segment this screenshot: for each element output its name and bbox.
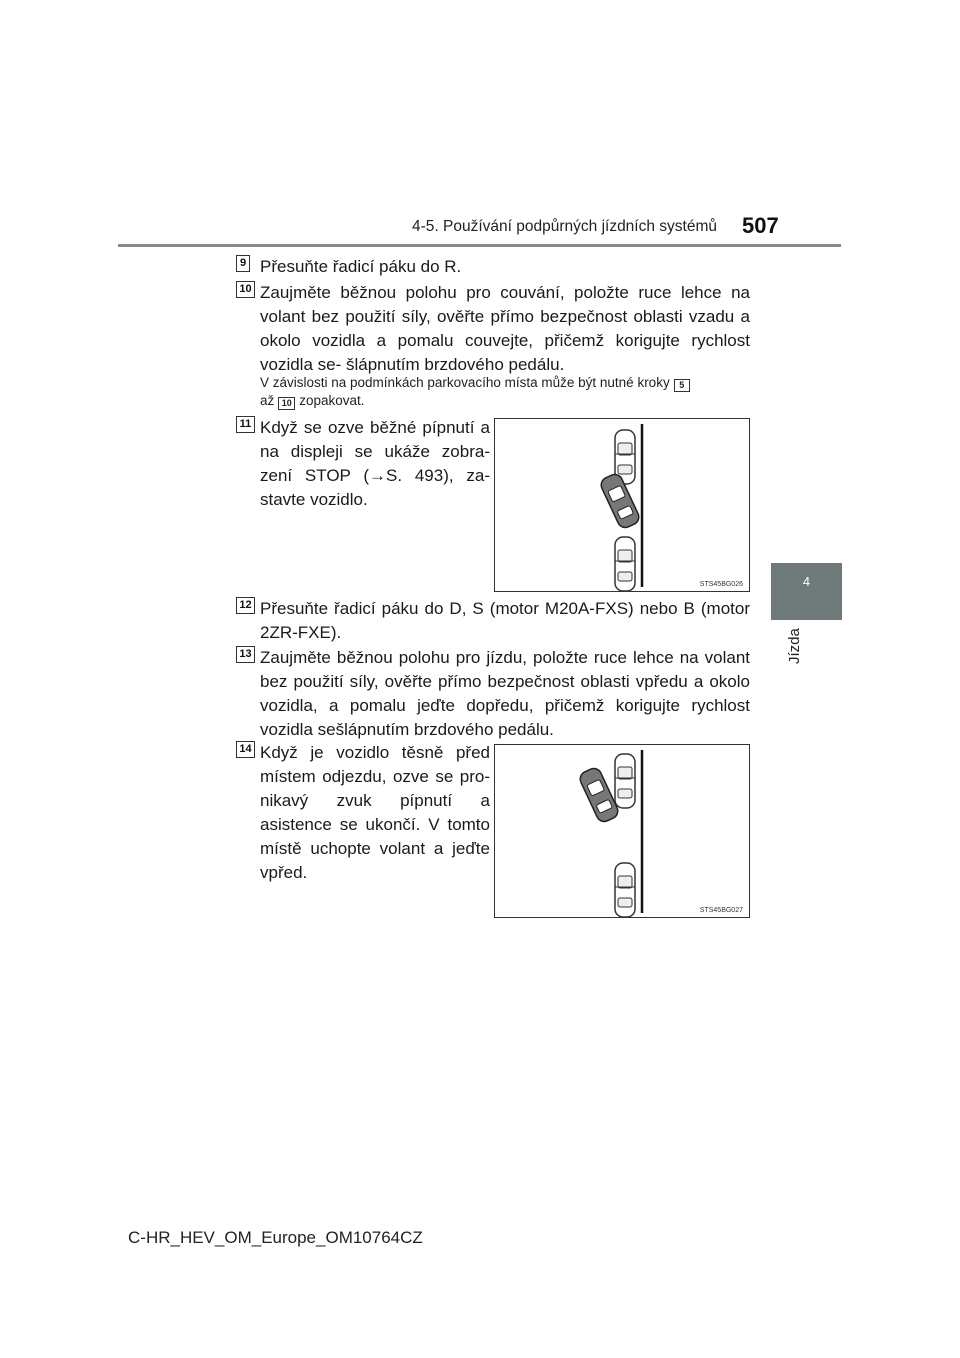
step-10-text: Zaujměte běžnou polohu pro couvání, položte ruce lehce na volant bez použití síly, ověřte přímo bezpečnost oblasti vzadu a okolo vozidla a pomalu couvejte, přičemž korigujte rychlost vozidla se- šlápnutím brzdového pedálu. [260,283,750,374]
step-badge-13: 13 [236,646,255,663]
parked-car-front-icon [615,754,635,808]
step-13-text: Zaujměte běžnou polohu pro jízdu, položte ruce lehce na volant bez použití síly, ověřte přímo bezpečnost oblasti vpředu a okolo vozidla, a pomalu jeďte dopředu, přičemž korigujte rychlost vozidla sešlápnutím brzdového pedálu. [260,648,750,739]
step-14-text: Když je vozidlo těsně před místem odjezdu, ozve se pro- nikavý zvuk pípnutí a asistence se ukončí. V tomto místě uchopte volant a jeďte vpřed. [260,743,490,882]
step-12-text: Přesuňte řadicí páku do D, S (motor M20A-FXS) nebo B (motor 2ZR-FXE). [260,599,750,642]
repeat-steps-note [260,374,750,410]
parked-car-rear-icon [615,863,635,917]
header-divider [118,244,841,247]
chapter-tab [771,563,842,620]
chapter-number: 4 [802,574,811,589]
figure-code-1: STS45BG026 [699,581,743,588]
document-id: C-HR_HEV_OM_Europe_OM10764CZ [128,1228,423,1247]
step-badge-10: 10 [236,281,255,298]
note-part-3: zopakovat. [299,393,365,408]
note-part-1: V závislosti na podmínkách parkovacího místa může být nutné kroky [260,375,670,390]
parking-diagram-2 [495,745,749,917]
section-title: 4-5. Používání podpůrných jízdních systémů [412,218,717,235]
page-number: 507 [742,213,779,238]
note-badge-5: 5 [674,379,690,392]
step-badge-11: 11 [236,416,255,433]
parking-figure-reverse [494,418,750,592]
step-9-text: Přesuňte řadicí páku do R. [260,257,462,276]
step-badge-9: 9 [236,255,250,272]
chapter-label: Jízda [786,628,803,664]
parking-diagram-1 [495,419,749,591]
maneuvering-car-icon [599,472,642,530]
figure-code-2: STS45BG027 [699,907,743,914]
note-badge-10: 10 [278,397,295,410]
step-badge-14: 14 [236,741,255,758]
note-part-2: až [260,393,275,408]
parked-car-rear-icon [615,537,635,591]
departing-car-icon [578,766,621,824]
parking-figure-forward [494,744,750,918]
step-11-text: Když se ozve běžné pípnutí a na displeji se ukáže zobra- zení STOP (→S. 493), za- stavte vozidlo. [260,418,490,509]
step-badge-12: 12 [236,597,255,614]
